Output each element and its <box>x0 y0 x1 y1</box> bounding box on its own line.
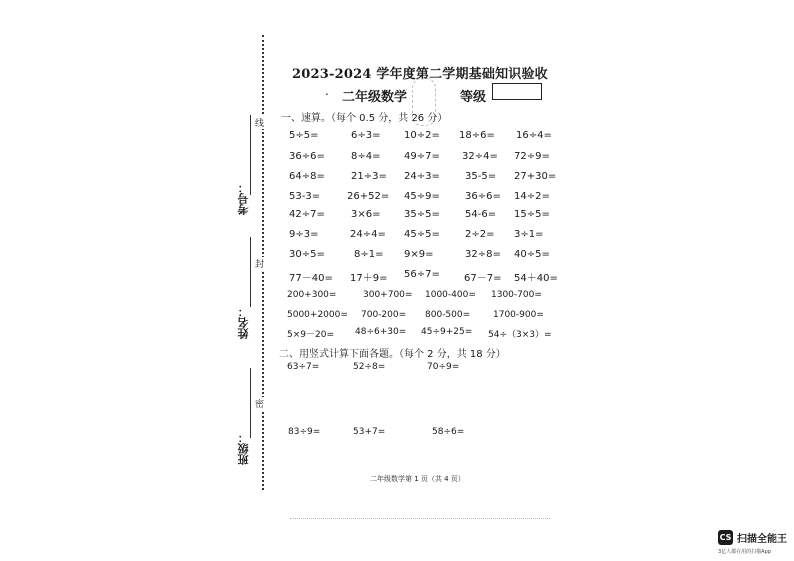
seal-char-seal: 封 <box>255 257 264 270</box>
seal-char-line: 线 <box>255 116 264 129</box>
problem: 54＋40= <box>514 273 558 284</box>
problem: 30÷5= <box>289 249 325 260</box>
problem: 21÷3= <box>351 171 387 182</box>
class-label: 班级： <box>237 432 250 465</box>
scanner-app-name: 扫描全能王 <box>737 534 787 545</box>
problem: 77－40= <box>289 273 333 284</box>
problem: 14÷2= <box>514 191 550 202</box>
problem: 67－7= <box>464 273 502 284</box>
problem: 56÷7= <box>404 269 440 280</box>
problem: 800-500= <box>425 310 471 320</box>
problem: 32÷8= <box>465 249 501 260</box>
problem: 54÷（3×3）= <box>488 330 552 340</box>
problem: 24÷4= <box>350 229 386 240</box>
problem: 36÷6= <box>465 191 501 202</box>
vertical-problem: 52÷8= <box>353 362 386 372</box>
problem: 5×9－20= <box>287 330 334 340</box>
class-underline <box>250 368 251 438</box>
problem: 35-5= <box>465 171 497 182</box>
section-2-heading: 二、用竖式计算下面各题。（每个 2 分，共 18 分） <box>279 349 506 360</box>
problem: 2÷2= <box>465 229 495 240</box>
page-footer: 二年级数学第 1 页（共 4 页） <box>370 475 465 483</box>
problem: 3÷1= <box>514 229 544 240</box>
camscanner-icon: CS <box>718 530 733 545</box>
grade-box <box>492 83 542 100</box>
problem: 18÷6= <box>459 130 495 141</box>
problem: 64÷8= <box>289 171 325 182</box>
vertical-problem: 63÷7= <box>287 362 320 372</box>
problem: 6÷3= <box>351 130 381 141</box>
problem: 1700-900= <box>493 310 544 320</box>
stray-dot: . <box>325 84 329 98</box>
vertical-problem: 83÷9= <box>288 427 321 437</box>
problem: 3×6= <box>351 209 381 220</box>
problem: 17＋9= <box>350 273 388 284</box>
problem: 300+700= <box>363 290 413 300</box>
problem: 49÷7= <box>404 151 440 162</box>
scanner-tagline: 3亿人都在用的扫描App <box>718 549 771 555</box>
problem: 36÷6= <box>289 151 325 162</box>
problem: 8÷4= <box>351 151 381 162</box>
problem: 45÷5= <box>404 229 440 240</box>
problem: 40÷5= <box>514 249 550 260</box>
problem: 200+300= <box>287 290 337 300</box>
problem: 54-6= <box>465 209 497 220</box>
seal-char-secret: 密 <box>255 397 264 410</box>
problem: 5000+2000= <box>287 310 348 320</box>
exam-no-label: 考号： <box>237 182 250 215</box>
grade-label: 等级 <box>460 90 487 105</box>
problem: 42÷7= <box>289 209 325 220</box>
vertical-problem: 53+7= <box>353 427 386 437</box>
problem: 24÷3= <box>404 171 440 182</box>
name-label: 姓名： <box>237 306 250 339</box>
problem: 45÷9= <box>404 191 440 202</box>
problem: 72÷9= <box>514 151 550 162</box>
document-title: 2023-2024 学年度第二学期基础知识验收 <box>292 67 548 82</box>
scanner-watermark <box>718 530 787 545</box>
name-underline <box>250 237 251 307</box>
problem: 35÷5= <box>404 209 440 220</box>
problem: 32÷4= <box>462 151 498 162</box>
problem: 700-200= <box>361 310 407 320</box>
problem: 1300-700= <box>491 290 542 300</box>
problem: 1000-400= <box>425 290 476 300</box>
problem: 15÷5= <box>514 209 550 220</box>
problem: 53-3= <box>289 191 321 202</box>
problem: 26+52= <box>347 191 390 202</box>
problem: 9×9= <box>404 249 434 260</box>
problem: 16÷4= <box>516 130 552 141</box>
problem: 9÷3= <box>289 229 319 240</box>
subject-title: 二年级数学 <box>342 90 408 105</box>
problem: 27+30= <box>514 171 557 182</box>
section-1-heading: 一、速算。（每个 0.5 分，共 26 分） <box>281 113 448 124</box>
vertical-problem: 70÷9= <box>427 362 460 372</box>
problem: 45÷9+25= <box>421 327 473 337</box>
vertical-problem: 58÷6= <box>432 427 465 437</box>
problem: 5÷5= <box>289 130 319 141</box>
problem: 10÷2= <box>404 130 440 141</box>
problem: 48÷6+30= <box>355 327 407 337</box>
problem: 8÷1= <box>354 249 384 260</box>
page-bottom-line <box>290 518 550 519</box>
